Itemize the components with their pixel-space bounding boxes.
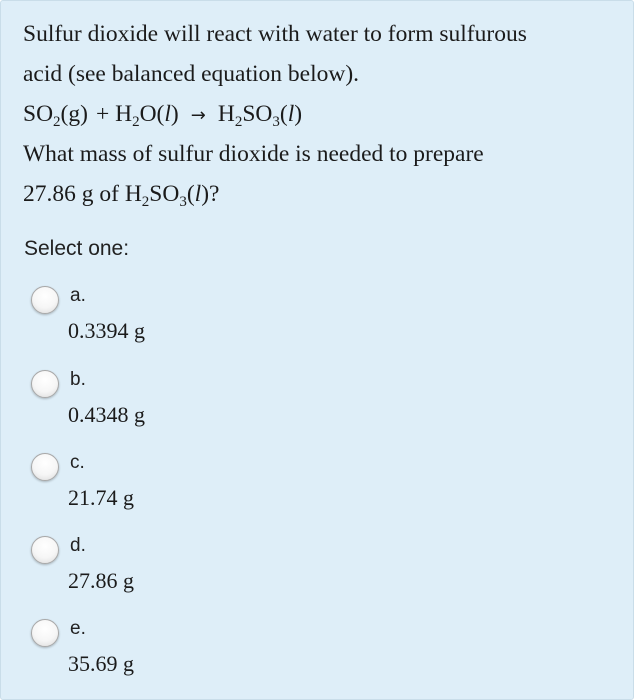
option-answer[interactable]: 0.3394 g xyxy=(68,318,145,343)
option-answer[interactable]: 0.4348 g xyxy=(68,402,145,427)
equation-h2o: $H_2O(l)$ xyxy=(115,101,179,130)
option-answer[interactable]: 27.86 g xyxy=(68,568,134,593)
option-b[interactable] xyxy=(31,369,331,444)
question-text xyxy=(23,14,623,214)
option-d[interactable] xyxy=(31,535,331,610)
radio-button-b[interactable] xyxy=(31,370,59,398)
option-letter: d. xyxy=(70,535,86,556)
option-c[interactable] xyxy=(31,452,331,527)
option-letter: e. xyxy=(70,618,86,639)
select-one-label: Select one: xyxy=(24,237,130,260)
equation-so2: $SO_2(g)$ xyxy=(23,101,88,130)
option-letter: a. xyxy=(70,285,86,306)
chemical-equation xyxy=(23,94,623,134)
option-answer[interactable]: 35.69 g xyxy=(68,651,134,676)
radio-button-e[interactable] xyxy=(31,619,59,647)
radio-button-a[interactable] xyxy=(31,286,59,314)
question-line-1: Sulfur dioxide will react with water to form sulfurous xyxy=(23,21,527,47)
option-e[interactable] xyxy=(31,618,331,693)
option-letter: b. xyxy=(70,369,86,390)
option-a[interactable] xyxy=(31,285,331,360)
equation-plus: + xyxy=(95,101,110,127)
radio-button-d[interactable] xyxy=(31,536,59,564)
question-line-5: 27.86 g of $H_2SO_3(l)$? xyxy=(23,181,220,210)
option-letter: c. xyxy=(70,452,85,473)
question-line-4: What mass of sulfur dioxide is needed to prepare xyxy=(23,141,484,167)
radio-button-c[interactable] xyxy=(31,453,59,481)
equation-h2so3: $H_2SO_3(l)$ xyxy=(217,101,303,130)
option-answer[interactable]: 21.74 g xyxy=(68,485,134,510)
question-line-2: acid (see balanced equation below). xyxy=(23,61,360,87)
reaction-arrow-icon: → xyxy=(190,105,206,126)
